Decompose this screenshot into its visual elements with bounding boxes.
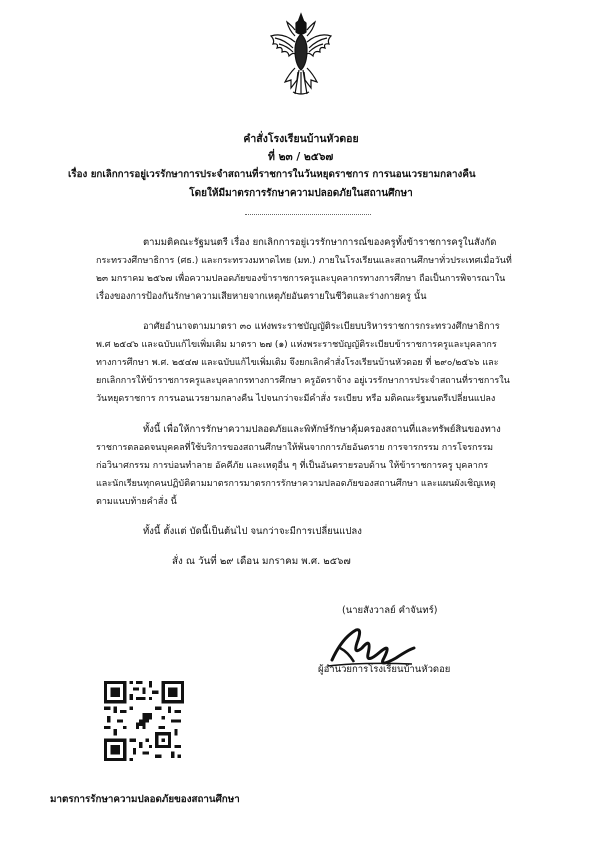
p2-line-5: วันหยุดราชการ การนอนเวรยามกลางคืน ไปจนกว่าจะมีคำสั่ง ระเบียบ หรือ มติคณะรัฐมนตรีเปลี่ยนแปลง (96, 394, 496, 404)
p2-line-1: อาศัยอำนาจตามมาตรา ๓๐ แห่งพระราชบัญญัติระเบียบบริหารราชการกระทรวงศึกษาธิการ (143, 321, 500, 332)
p3-line-4: และนักเรียนทุกคนปฏิบัติตามมาตรการมาตรการรักษาความปลอดภัยของสถานศึกษา และแผนผังเชิญเหตุ (96, 479, 496, 489)
order-date: สั่ง ณ วันที่ ๒๙ เดือน มกราคม พ.ศ. ๒๕๖๗ (172, 556, 351, 567)
p1-line-2: กระทรวงศึกษาธิการ (ศธ.) และกระทรวงมหาดไทย (มท.) ภายในโรงเรียนและสถานศึกษาทั่วประเทศเมื่อวันที่ (96, 256, 512, 266)
qr-caption: มาตรการรักษาความปลอดภัยของสถานศึกษา (50, 794, 240, 805)
p3-line-1: ทั้งนี้ เพื่อให้การรักษาความปลอดภัยและพิทักษ์รักษาคุ้มครองสถานที่และทรัพย์สินของทาง (143, 424, 501, 435)
signer-name: (นายสังวาลย์ คำจันทร์) (342, 605, 438, 616)
p2-line-2: พ.ศ ๒๕๔๖ และฉบับแก้ไขเพิ่มเติม มาตรา ๒๗ (๑) แห่งพระราชบัญญัติระเบียบข้าราชการครูและบุคลากร (96, 340, 497, 350)
divider (245, 214, 371, 215)
garuda-emblem (265, 10, 337, 96)
p3-line-2: ราชการตลอดจนบุคคลที่ใช้บริการของสถานศึกษาให้พ้นจากการภัยอันตราย การจารกรรม การโจรกรรม (96, 443, 494, 453)
p1-line-3: ๒๓ มกราคม ๒๕๖๗ เพื่อความปลอดภัยของข้าราชการครูและบุคลากรทางการศึกษา ถือเป็นการพิจารณาใน (96, 274, 506, 284)
order-title: คำสั่งโรงเรียนบ้านหัวดอย (243, 133, 359, 145)
p3-line-3: ก่อวินาศกรรม การบ่อนทำลาย อัคคีภัย และเหตุอื่น ๆ ที่เป็นอันตรายรอบด้าน ให้ข้าราชการครู บุคลากร (96, 461, 489, 471)
p1-line-4: เรื่องของการป้องกันรักษาความเสียหายจากเหตุภัยอันตรายในชีวิตและร่างกายครู นั้น (96, 291, 427, 302)
p1-line-1: ตามมติคณะรัฐมนตรี เรื่อง ยกเลิกการอยู่เวรรักษาการณ์ของครูทั้งข้าราชการครูในสังกัด (143, 237, 497, 248)
signer-position: ผู้อำนวยการโรงเรียนบ้านหัวดอย (318, 664, 451, 675)
qr-code (104, 681, 184, 761)
p4-line: ทั้งนี้ ตั้งแต่ บัดนี้เป็นต้นไป จนกว่าจะมีการเปลี่ยนแปลง (143, 526, 362, 537)
order-number: ที่ ๒๓ / ๒๕๖๗ (268, 151, 334, 163)
p2-line-3: ทางการศึกษา พ.ศ. ๒๕๔๗ และฉบับแก้ไขเพิ่มเติม จึงยกเลิกคำสั่งโรงเรียนบ้านหัวดอย ที่ ๒๙๐/๒๕๖๖ และ (96, 358, 499, 368)
subject-line-1: เรื่อง ยกเลิกการอยู่เวรรักษาการประจำสถานที่ราชการในวันหยุดราชการ การนอนเวรยามกลางคืน (68, 169, 476, 180)
p2-line-4: ยกเลิกการให้ข้าราชการครูและบุคลากรทางการศึกษา ครูอัตราจ้าง อยู่เวรรักษาการประจำสถานที่ราชการใน (96, 376, 510, 386)
p3-line-5: ตามแนบท้ายคำสั่ง นี้ (96, 497, 177, 507)
subject-line-2: โดยให้มีมาตรการรักษาความปลอดภัยในสถานศึกษา (189, 188, 413, 199)
